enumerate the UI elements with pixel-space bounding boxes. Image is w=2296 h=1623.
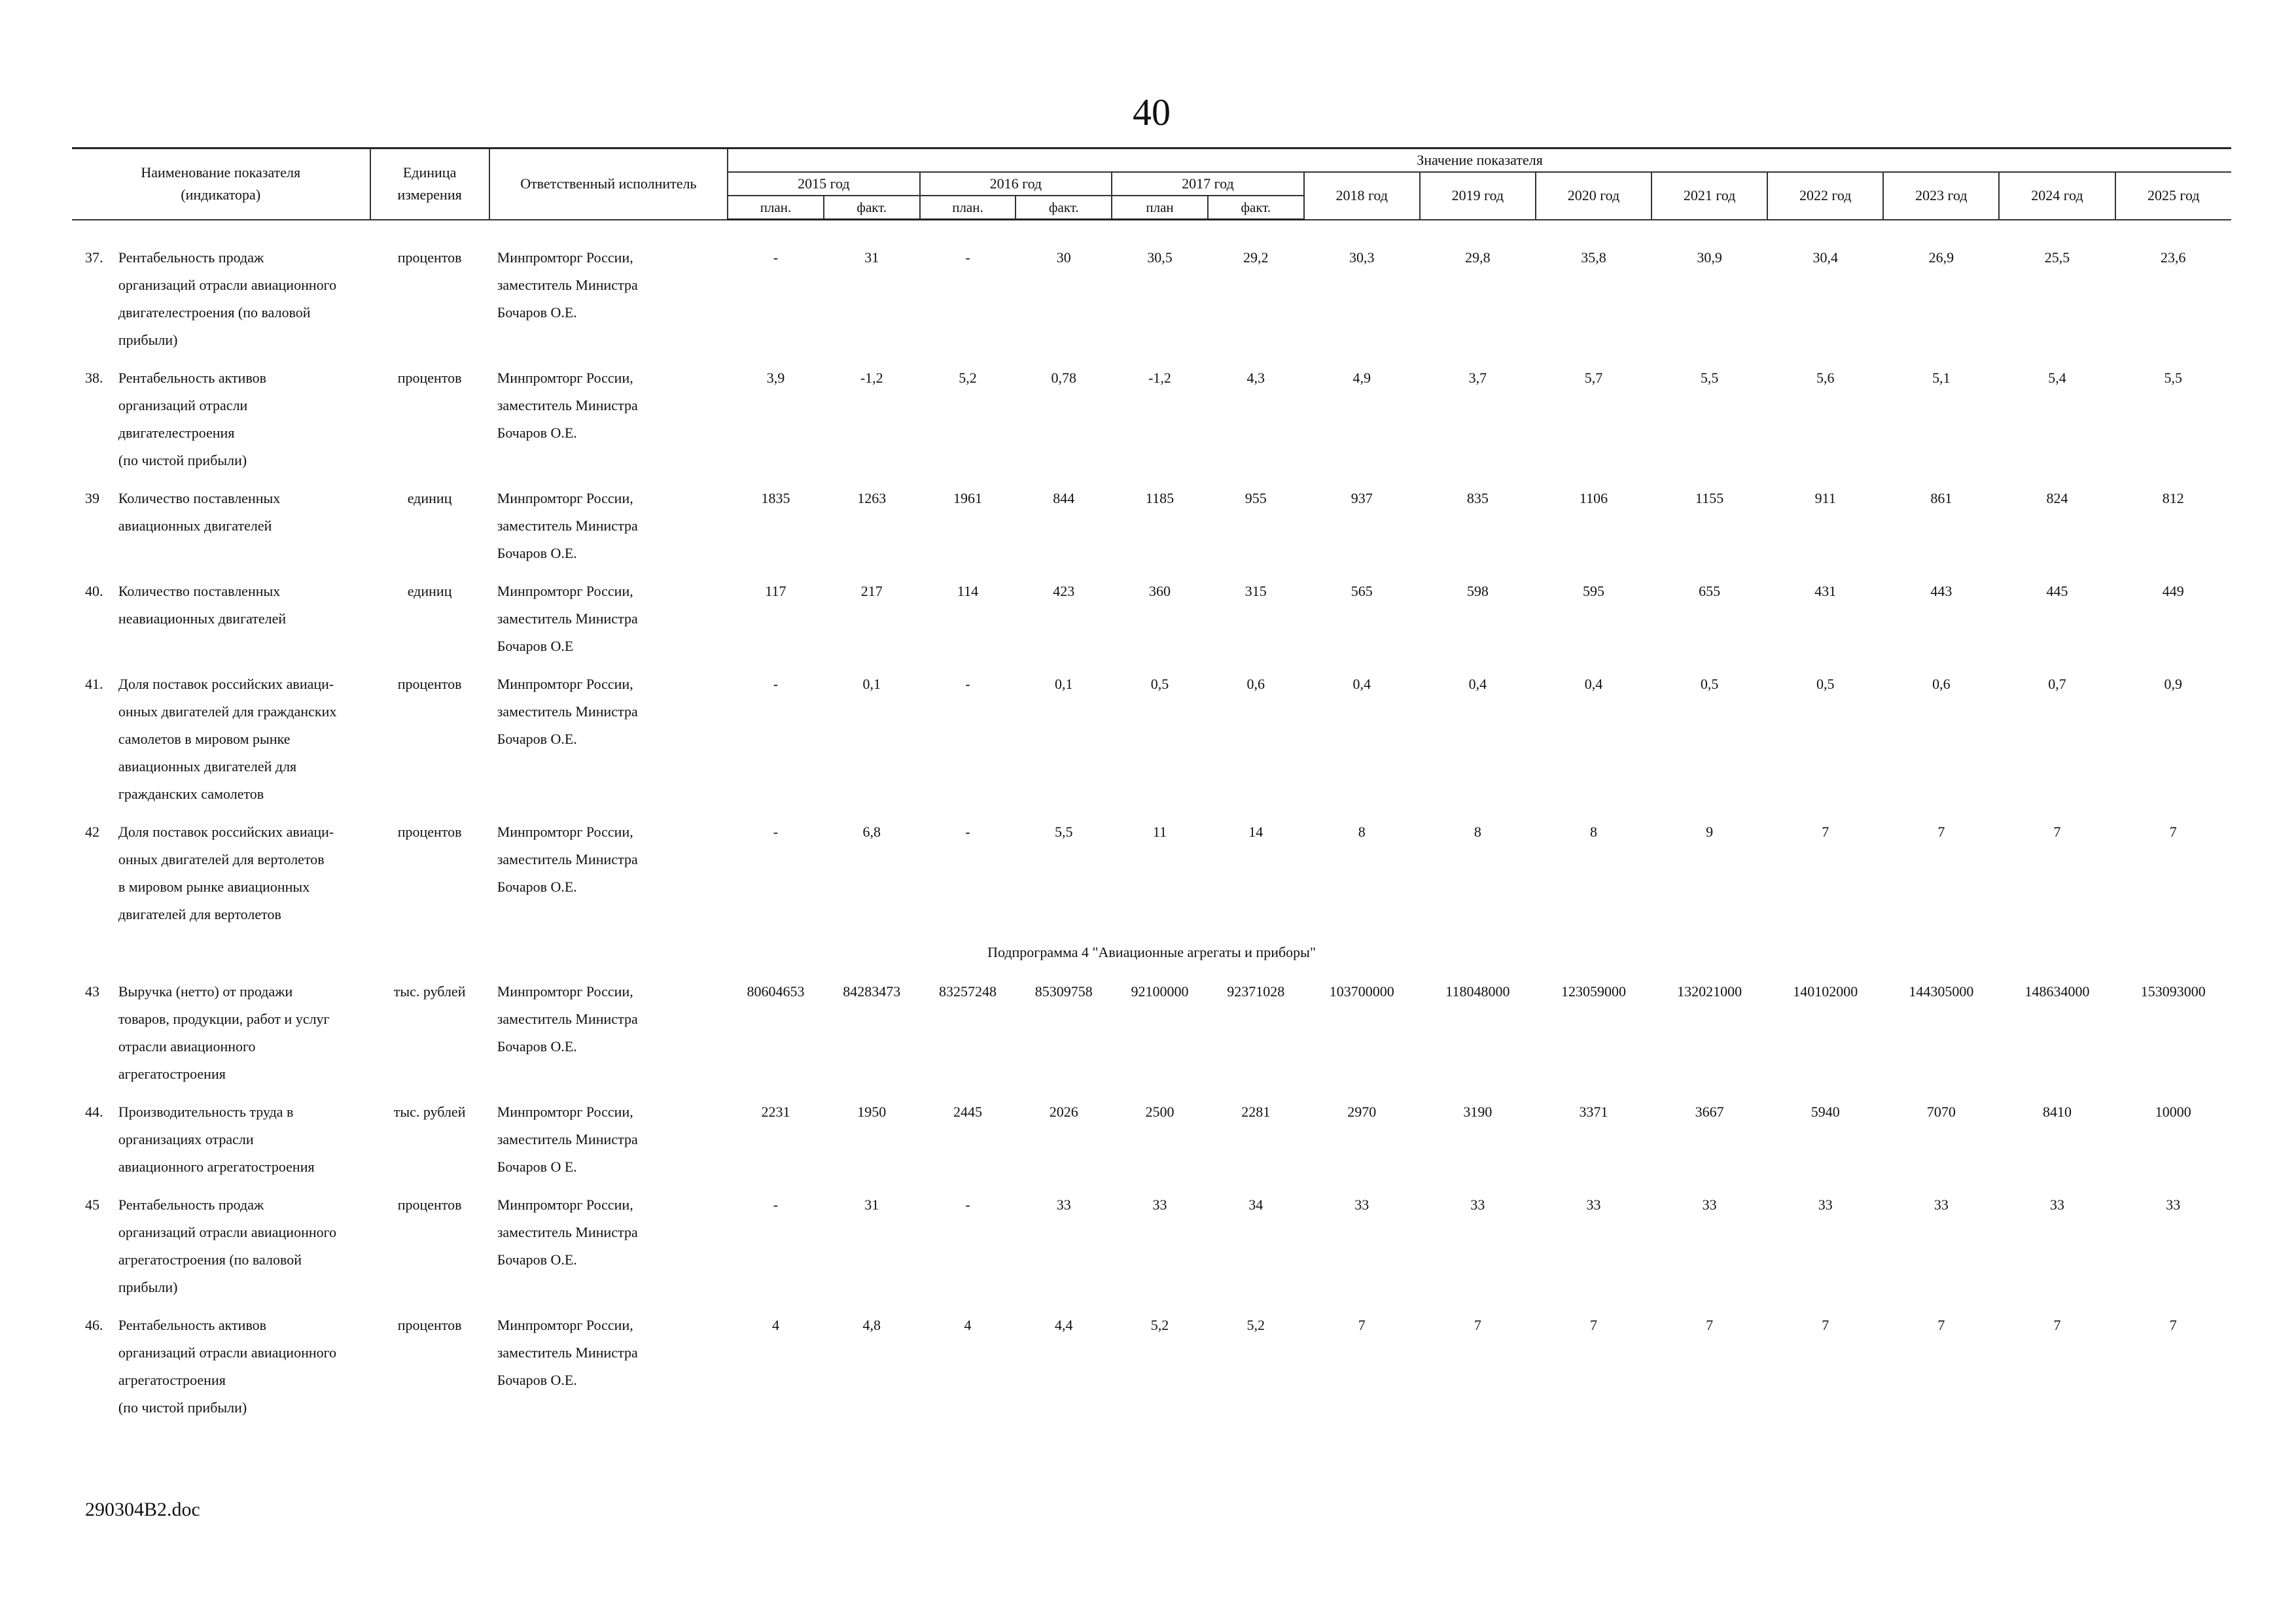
subprogram-row: [72, 939, 2231, 978]
value-cell: 2026: [1049, 1104, 1078, 1120]
header-name: Наименование показателя (индикатора): [72, 148, 370, 220]
table-row: [72, 244, 2231, 364]
subprogram-title: Подпрограмма 4 "Авиационные агрегаты и приборы": [987, 944, 1316, 960]
value-cell: 0,4: [1584, 676, 1603, 692]
table-row: [72, 1312, 2231, 1432]
indicator-name: Рентабельность продаж организаций отрасли авиационного агрегатостроения (по валовой прибыли): [118, 1196, 337, 1295]
value-cell: -1,2: [1148, 370, 1171, 386]
value-cell: 0,1: [862, 676, 881, 692]
value-cell: 3667: [1695, 1104, 1724, 1120]
value-cell: 5,7: [1584, 370, 1603, 386]
header-year-2023: 2023 год: [1883, 172, 1999, 220]
value-cell: 595: [1582, 583, 1604, 599]
value-cell: 0,78: [1051, 370, 1076, 386]
value-cell: 7: [1937, 824, 1945, 840]
value-cell: 30,5: [1147, 249, 1173, 266]
value-cell: 103700000: [1329, 983, 1394, 1000]
value-cell: 14: [1248, 824, 1263, 840]
value-cell: 5,5: [2164, 370, 2183, 386]
value-cell: 30,9: [1697, 249, 1722, 266]
value-cell: 33: [1702, 1196, 1717, 1213]
value-cell: 5940: [1810, 1104, 1840, 1120]
value-cell: 84283473: [843, 983, 901, 1000]
value-cell: 4: [964, 1317, 972, 1333]
value-cell: 25,5: [2044, 249, 2070, 266]
header-year-2024: 2024 год: [1999, 172, 2115, 220]
header-responsible: Ответственный исполнитель: [489, 148, 728, 220]
value-cell: 423: [1053, 583, 1075, 599]
value-cell: 7: [1822, 824, 1829, 840]
row-number: 41.: [85, 676, 103, 692]
value-cell: 955: [1245, 490, 1267, 506]
value-cell: 7: [1474, 1317, 1481, 1333]
value-cell: 118048000: [1445, 983, 1510, 1000]
value-cell: 1835: [761, 490, 790, 506]
value-cell: 0,1: [1055, 676, 1073, 692]
value-cell: -: [965, 1196, 970, 1213]
header-year-2017: 2017 год: [1112, 172, 1304, 196]
value-cell: 31: [864, 249, 879, 266]
responsible: Минпромторг России, заместитель Министра Бочаров О Е.: [497, 1104, 638, 1175]
value-cell: 7: [1706, 1317, 1714, 1333]
value-cell: 3371: [1579, 1104, 1608, 1120]
value-cell: 443: [1930, 583, 1952, 599]
value-cell: 3,9: [766, 370, 785, 386]
value-cell: 7: [2053, 1317, 2061, 1333]
responsible: Минпромторг России, заместитель Министра Бочаров О.Е: [497, 583, 638, 654]
header-year-2019: 2019 год: [1420, 172, 1536, 220]
value-cell: 148634000: [2024, 983, 2090, 1000]
value-cell: 31: [864, 1196, 879, 1213]
unit: процентов: [397, 249, 462, 266]
value-cell: 7: [1589, 1317, 1597, 1333]
value-cell: 2281: [1241, 1104, 1271, 1120]
value-cell: 6,8: [862, 824, 881, 840]
value-cell: 2970: [1347, 1104, 1377, 1120]
value-cell: 431: [1814, 583, 1837, 599]
row-number: 40.: [85, 583, 103, 599]
indicator-name: Количество поставленных неавиационных двигателей: [118, 583, 287, 627]
header-year-2016: 2016 год: [920, 172, 1112, 196]
value-cell: 4,4: [1055, 1317, 1073, 1333]
table-row: [72, 818, 2231, 939]
value-cell: 0,7: [2048, 676, 2066, 692]
value-cell: 0,5: [1150, 676, 1169, 692]
value-cell: 2445: [953, 1104, 982, 1120]
value-cell: 9: [1706, 824, 1714, 840]
responsible: Минпромторг России, заместитель Министра Бочаров О.Е.: [497, 1317, 638, 1388]
value-cell: 598: [1466, 583, 1489, 599]
unit: процентов: [397, 676, 462, 692]
header-unit: Единица измерения: [370, 148, 489, 220]
header-plan-2015: план.: [728, 196, 824, 220]
value-cell: 7: [2169, 1317, 2177, 1333]
value-cell: -: [965, 824, 970, 840]
value-cell: 217: [860, 583, 883, 599]
unit: единиц: [407, 583, 452, 599]
value-cell: 33: [1470, 1196, 1485, 1213]
header-year-2021: 2021 год: [1651, 172, 1767, 220]
value-cell: 1106: [1579, 490, 1608, 506]
header-fact-2015: факт.: [824, 196, 920, 220]
row-number: 39: [85, 490, 99, 506]
header-year-2022: 2022 год: [1767, 172, 1883, 220]
unit: тыс. рублей: [393, 983, 466, 1000]
value-cell: -: [965, 676, 970, 692]
value-cell: 5,5: [1700, 370, 1719, 386]
value-cell: 33: [1354, 1196, 1369, 1213]
value-cell: 2231: [761, 1104, 790, 1120]
value-cell: 861: [1930, 490, 1952, 506]
value-cell: 144305000: [1909, 983, 1974, 1000]
value-cell: 315: [1245, 583, 1267, 599]
responsible: Минпромторг России, заместитель Министра Бочаров О.Е.: [497, 824, 638, 895]
value-cell: 4,9: [1352, 370, 1371, 386]
row-number: 42: [85, 824, 99, 840]
value-cell: 33: [1056, 1196, 1071, 1213]
value-cell: -: [773, 824, 779, 840]
value-cell: -: [773, 676, 779, 692]
table-row: [72, 671, 2231, 818]
value-cell: 30,3: [1349, 249, 1375, 266]
unit: единиц: [407, 490, 452, 506]
value-cell: 824: [2046, 490, 2068, 506]
value-cell: 3,7: [1468, 370, 1487, 386]
header-fact-2016: факт.: [1016, 196, 1112, 220]
header-value-group: Значение показателя: [728, 148, 2231, 173]
value-cell: 0,9: [2164, 676, 2183, 692]
value-cell: 8: [1358, 824, 1366, 840]
indicator-name: Производительность труда в организациях отрасли авиационного агрегатостроения: [118, 1104, 315, 1175]
value-cell: 7: [1937, 1317, 1945, 1333]
indicator-name: Рентабельность активов организаций отрасли авиационного агрегатостроения (по чистой прибыли): [118, 1317, 337, 1416]
value-cell: 445: [2046, 583, 2068, 599]
responsible: Минпромторг России, заместитель Министра Бочаров О.Е.: [497, 983, 638, 1055]
value-cell: 29,8: [1465, 249, 1491, 266]
value-cell: 30,4: [1812, 249, 1838, 266]
value-cell: 4: [771, 1317, 779, 1333]
value-cell: 117: [765, 583, 786, 599]
value-cell: 33: [2166, 1196, 2181, 1213]
value-cell: 33: [1152, 1196, 1167, 1213]
value-cell: 33: [1586, 1196, 1601, 1213]
value-cell: 153093000: [2140, 983, 2206, 1000]
value-cell: 5,5: [1055, 824, 1073, 840]
table-row: [72, 978, 2231, 1098]
unit: тыс. рублей: [393, 1104, 466, 1120]
table-row: [72, 1098, 2231, 1191]
indicator-name: Количество поставленных авиационных двигателей: [118, 490, 281, 534]
value-cell: 2500: [1145, 1104, 1174, 1120]
row-number: 37.: [85, 249, 103, 266]
indicator-name: Выручка (нетто) от продажи товаров, продукции, работ и услуг отрасли авиационного агрегатостроения: [118, 983, 330, 1082]
value-cell: 0,5: [1700, 676, 1719, 692]
value-cell: 449: [2162, 583, 2184, 599]
value-cell: 1961: [953, 490, 982, 506]
value-cell: 10000: [2155, 1104, 2191, 1120]
value-cell: 1185: [1145, 490, 1174, 506]
value-cell: 29,2: [1243, 249, 1269, 266]
responsible: Минпромторг России, заместитель Министра Бочаров О.Е.: [497, 1196, 638, 1268]
value-cell: 7: [1358, 1317, 1366, 1333]
value-cell: 92100000: [1131, 983, 1189, 1000]
value-cell: 8: [1474, 824, 1481, 840]
responsible: Минпромторг России, заместитель Министра Бочаров О.Е.: [497, 490, 638, 561]
value-cell: 0,4: [1468, 676, 1487, 692]
row-number: 45: [85, 1196, 99, 1213]
value-cell: 114: [957, 583, 979, 599]
indicators-table: [72, 147, 2231, 1432]
value-cell: 140102000: [1793, 983, 1858, 1000]
value-cell: 844: [1053, 490, 1075, 506]
responsible: Минпромторг России, заместитель Министра Бочаров О.Е.: [497, 370, 638, 441]
value-cell: 1950: [857, 1104, 887, 1120]
value-cell: 92371028: [1227, 983, 1285, 1000]
unit: процентов: [397, 370, 462, 386]
value-cell: 33: [1934, 1196, 1949, 1213]
value-cell: 83257248: [938, 983, 997, 1000]
header-year-2018: 2018 год: [1304, 172, 1420, 220]
document-filename: 290304B2.doc: [85, 1499, 200, 1520]
row-number: 46.: [85, 1317, 103, 1333]
value-cell: 35,8: [1581, 249, 1606, 266]
value-cell: 30: [1056, 249, 1071, 266]
value-cell: 123059000: [1561, 983, 1626, 1000]
unit: процентов: [397, 1196, 462, 1213]
value-cell: 4,8: [862, 1317, 881, 1333]
table-spacer: [72, 220, 2231, 245]
value-cell: -: [965, 249, 970, 266]
header-plan-2017: план: [1112, 196, 1208, 220]
value-cell: 937: [1351, 490, 1373, 506]
value-cell: 5,6: [1816, 370, 1835, 386]
value-cell: 911: [1814, 490, 1836, 506]
indicator-name: Доля поставок российских авиаци- онных двигателей для вертолетов в мировом рынке авиационных двигателей для вертолетов: [118, 824, 334, 922]
row-number: 38.: [85, 370, 103, 386]
header-plan-2016: план.: [920, 196, 1016, 220]
value-cell: -1,2: [860, 370, 883, 386]
header-row-1: [72, 148, 2231, 173]
value-cell: 812: [2162, 490, 2184, 506]
indicator-name: Рентабельность активов организаций отрасли двигателестроения (по чистой прибыли): [118, 370, 267, 468]
responsible: Минпромторг России, заместитель Министра Бочаров О.Е.: [497, 249, 638, 321]
value-cell: 33: [1818, 1196, 1833, 1213]
value-cell: -: [773, 249, 779, 266]
value-cell: 7: [2169, 824, 2177, 840]
value-cell: 5,2: [1246, 1317, 1265, 1333]
value-cell: 7: [2053, 824, 2061, 840]
unit: процентов: [397, 1317, 462, 1333]
header-year-2025: 2025 год: [2115, 172, 2231, 220]
value-cell: 85309758: [1034, 983, 1093, 1000]
value-cell: 3190: [1463, 1104, 1492, 1120]
value-cell: 5,4: [2048, 370, 2066, 386]
value-cell: 8410: [2042, 1104, 2072, 1120]
value-cell: 0,4: [1352, 676, 1371, 692]
value-cell: 0,6: [1932, 676, 1951, 692]
value-cell: 565: [1351, 583, 1373, 599]
value-cell: 23,6: [2161, 249, 2186, 266]
header-fact-2017: факт.: [1208, 196, 1304, 220]
value-cell: 33: [2049, 1196, 2064, 1213]
value-cell: 5,1: [1932, 370, 1951, 386]
header-year-2020: 2020 год: [1536, 172, 1651, 220]
page-number: 40: [1133, 91, 1171, 133]
value-cell: 26,9: [1928, 249, 1954, 266]
value-cell: 0,6: [1246, 676, 1265, 692]
value-cell: 8: [1589, 824, 1597, 840]
unit: процентов: [397, 824, 462, 840]
value-cell: 1155: [1695, 490, 1724, 506]
value-cell: 4,3: [1246, 370, 1265, 386]
indicator-name: Рентабельность продаж организаций отрасли авиационного двигателестроения (по валовой прибыли): [118, 249, 337, 348]
value-cell: 360: [1149, 583, 1171, 599]
value-cell: 7070: [1926, 1104, 1956, 1120]
row-number: 44.: [85, 1104, 103, 1120]
value-cell: 7: [1822, 1317, 1829, 1333]
value-cell: 5,2: [959, 370, 977, 386]
row-number: 43: [85, 983, 99, 1000]
table-row: [72, 578, 2231, 671]
value-cell: 0,5: [1816, 676, 1835, 692]
table-row: [72, 364, 2231, 485]
value-cell: 655: [1699, 583, 1721, 599]
indicator-name: Доля поставок российских авиаци- онных двигателей для гражданских самолетов в мировом рынке авиационных двигателей для гражданских самолетов: [118, 676, 337, 802]
value-cell: 5,2: [1150, 1317, 1169, 1333]
value-cell: -: [773, 1196, 779, 1213]
header-year-2015: 2015 год: [728, 172, 920, 196]
value-cell: 11: [1152, 824, 1167, 840]
value-cell: 1263: [857, 490, 887, 506]
value-cell: 132021000: [1677, 983, 1742, 1000]
table-row: [72, 1191, 2231, 1312]
value-cell: 835: [1466, 490, 1489, 506]
table-row: [72, 485, 2231, 578]
value-cell: 80604653: [747, 983, 805, 1000]
value-cell: 34: [1248, 1196, 1263, 1213]
responsible: Минпромторг России, заместитель Министра Бочаров О.Е.: [497, 676, 638, 747]
